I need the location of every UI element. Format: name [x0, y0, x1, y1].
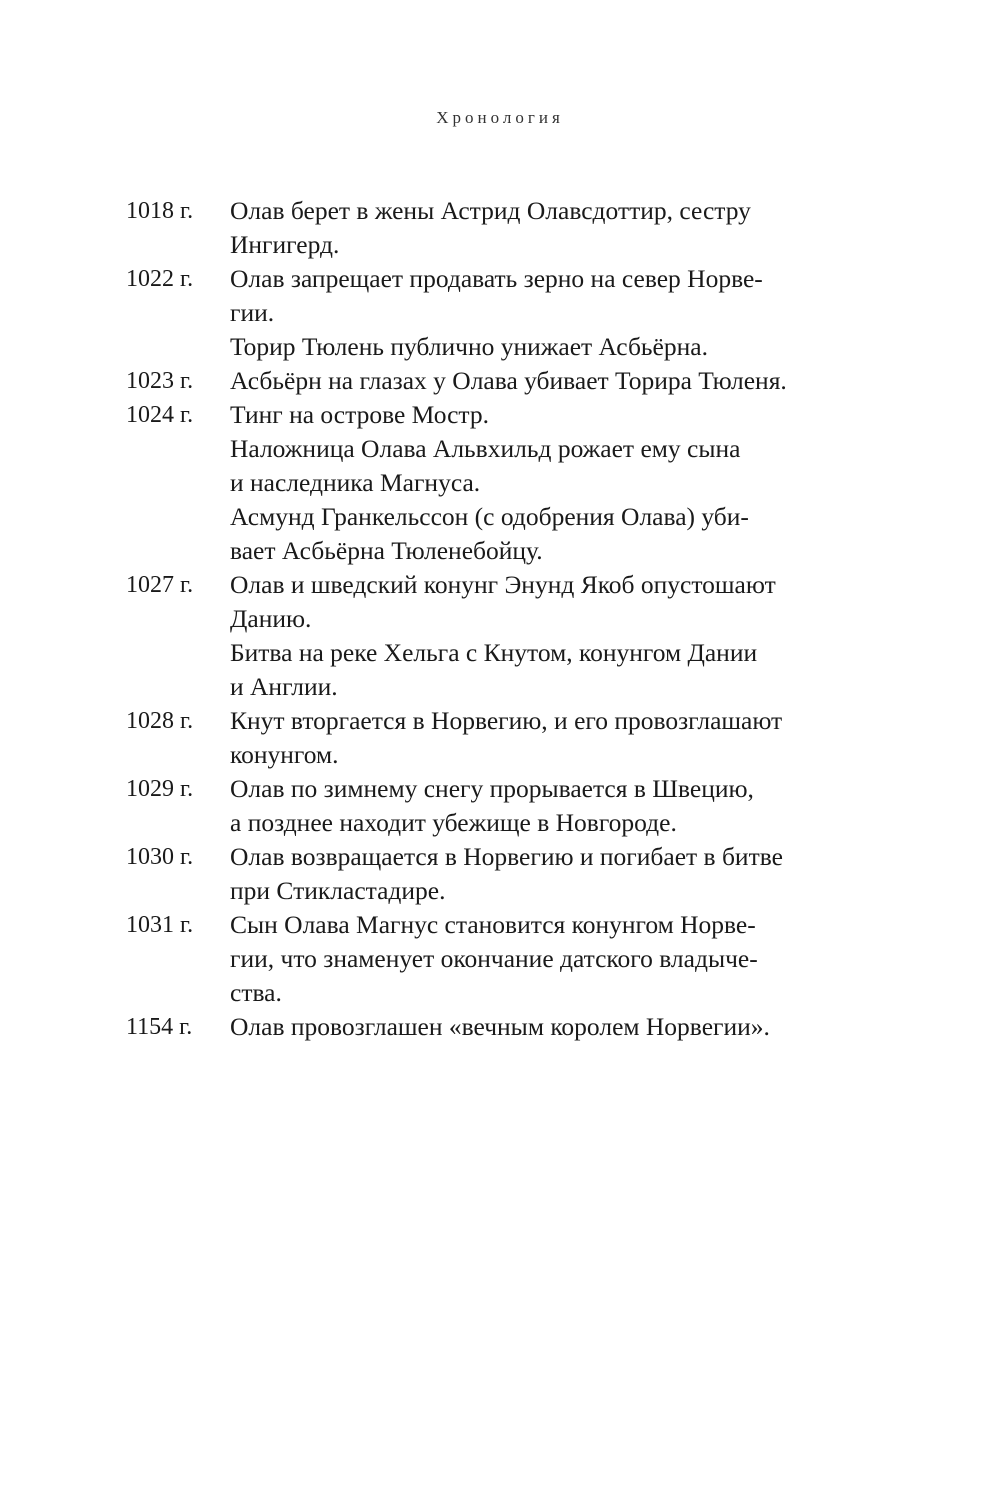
event-line: Торир Тюлень публично унижает Асбьёрна. [230, 332, 708, 361]
entry-year: 1024 г. [126, 402, 194, 428]
event-line: Олав по зимнему снегу прорывается в Швецию, [230, 774, 754, 803]
entry-events [230, 194, 806, 262]
event-line: Олав и шведский конунг Энунд Якоб опустошают [230, 570, 776, 599]
event-line: вает Асбьёрна Тюленебойцу. [230, 536, 543, 565]
event-line: гии, что знаменует окончание датского владыче- [230, 944, 758, 973]
entry-events [230, 364, 806, 398]
event-line: и наследника Магнуса. [230, 468, 481, 497]
event-line: Асбьёрн на глазах у Олава убивает Торира Тюленя. [230, 366, 787, 395]
chronology-entry [126, 194, 806, 262]
event-text [230, 330, 806, 364]
event-line: ства. [230, 978, 282, 1007]
event-line: гии. [230, 298, 275, 327]
event-text [230, 772, 806, 840]
chronology-entry [126, 568, 806, 704]
entry-events [230, 772, 806, 840]
event-line: Ингигерд. [230, 230, 340, 259]
event-line: Данию. [230, 604, 312, 633]
entry-events [230, 398, 806, 568]
entry-events [230, 1010, 806, 1044]
event-line: Олав возвращается в Норвегию и погибает в битве [230, 842, 783, 871]
entry-year: 1028 г. [126, 708, 194, 734]
entry-events [230, 568, 806, 704]
event-text [230, 908, 806, 1010]
entry-year: 1154 г. [126, 1014, 193, 1040]
entry-events [230, 262, 806, 364]
chronology-entry [126, 262, 806, 364]
entry-events [230, 840, 806, 908]
event-line: Олав провозглашен «вечным королем Норвегии». [230, 1012, 770, 1041]
entry-year: 1018 г. [126, 198, 194, 224]
event-line: при Стикластадире. [230, 876, 446, 905]
event-text [230, 1010, 806, 1044]
event-text [230, 636, 806, 704]
entry-year: 1023 г. [126, 368, 194, 394]
event-line: Тинг на острове Мостр. [230, 400, 489, 429]
chronology-entry [126, 840, 806, 908]
event-text [230, 398, 806, 432]
entry-year: 1030 г. [126, 844, 194, 870]
event-line: Битва на реке Хельга с Кнутом, конунгом Дании [230, 638, 758, 667]
entry-year: 1031 г. [126, 912, 194, 938]
event-line: Олав берет в жены Астрид Олавсдоттир, сестру [230, 196, 751, 225]
event-line: а позднее находит убежище в Новгороде. [230, 808, 677, 837]
chronology-entry [126, 908, 806, 1010]
event-text [230, 840, 806, 908]
event-line: Наложница Олава Альвхильд рожает ему сына [230, 434, 741, 463]
chronology-entry [126, 772, 806, 840]
event-line: Асмунд Гранкельссон (с одобрения Олава) уби- [230, 502, 749, 531]
event-line: Кнут вторгается в Норвегию, и его провозглашают [230, 706, 783, 735]
event-text [230, 500, 806, 568]
event-text [230, 704, 806, 772]
chronology-entry [126, 1010, 806, 1044]
event-text [230, 568, 806, 636]
chronology-list [126, 194, 806, 1044]
event-text [230, 364, 806, 398]
chronology-entry [126, 398, 806, 568]
entry-events [230, 704, 806, 772]
event-line: конунгом. [230, 740, 339, 769]
event-text [230, 262, 806, 330]
entry-year: 1027 г. [126, 572, 194, 598]
event-text [230, 432, 806, 500]
running-head: Хронология [436, 108, 564, 127]
chronology-entry [126, 364, 806, 398]
entry-year: 1029 г. [126, 776, 194, 802]
event-line: Олав запрещает продавать зерно на север Норве- [230, 264, 763, 293]
event-line: Сын Олава Магнус становится конунгом Норве- [230, 910, 756, 939]
entry-events [230, 908, 806, 1010]
entry-year: 1022 г. [126, 266, 194, 292]
event-line: и Англии. [230, 672, 338, 701]
chronology-entry [126, 704, 806, 772]
event-text [230, 194, 806, 262]
